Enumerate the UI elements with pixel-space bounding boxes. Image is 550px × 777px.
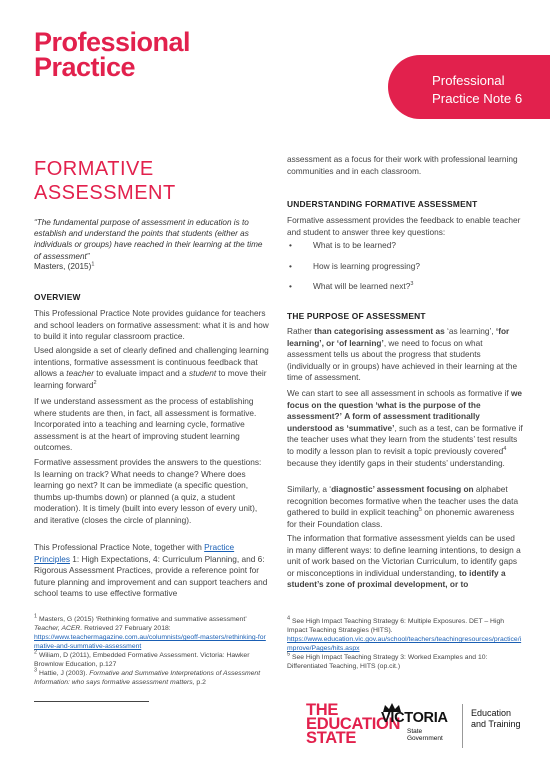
footnote-ref[interactable]: 2 bbox=[93, 380, 97, 387]
footnote-number: 1 bbox=[34, 613, 38, 620]
text-run: The information that formative assessment yields can be used in many different ways: to define learning intentions, to design a unit of work based on the Victorian Curriculum, to identify gaps or misconceptions in individual understanding, bbox=[287, 533, 521, 578]
footnote-number: 5 bbox=[287, 651, 291, 658]
text-run: 1: High Expectations, 4: Curriculum Planning, and 6: Rigorous Assessment Practices, provide a reference point for future planning and improvement and can support teachers and school teams to use effective formative bbox=[34, 553, 268, 599]
bold-text: A form of assessment traditionally understood as ‘summative’ bbox=[287, 411, 480, 433]
page-title bbox=[34, 157, 176, 205]
logo-text: and Training bbox=[471, 719, 521, 729]
footnote-ref[interactable]: 3 bbox=[410, 281, 414, 288]
footnote-divider bbox=[34, 701, 149, 702]
logo-text: STATE bbox=[306, 729, 357, 747]
purpose-paragraph-3 bbox=[287, 484, 523, 530]
overview-paragraph-4: Formative assessment provides the answers to the questions: Is learning on track? What needs to change? Where does learning go next? It can be immediate (a specific question, thumbs up-thumbs down) or planned (a quiz, a student moderation). It is timely (built into every lesson of every unit), and iterative (closes the circle of planning). bbox=[34, 457, 262, 525]
pull-quote: “The fundamental purpose of assessment in education is to establish and understand the points that students (either as individuals or groups) have reached in their learning at the time of assessment” bbox=[34, 218, 263, 261]
emphasis-text: teacher bbox=[66, 368, 94, 379]
logo-text: State bbox=[407, 728, 423, 735]
purpose-paragraph-1 bbox=[287, 326, 523, 384]
bold-text: we focus on the question ‘what is the purpose of the assessment?’ bbox=[287, 388, 523, 422]
footnote-4 bbox=[287, 617, 523, 653]
text-run: alphabet recognition becomes formative when the teacher uses the data gathered to build in explicit teaching bbox=[287, 484, 519, 518]
footnote-ref[interactable]: 4 bbox=[503, 446, 507, 453]
bold-text: diagnostic’ assessment focusing on bbox=[331, 484, 474, 494]
bold-text: ‘for learning’, or ‘of learning’ bbox=[287, 326, 510, 348]
footnote-ref[interactable]: 5 bbox=[418, 507, 422, 514]
professional-practice-logo bbox=[34, 27, 191, 82]
understanding-intro: Formative assessment provides the feedback to enable teacher and student to answer three key questions: bbox=[287, 215, 521, 237]
understanding-heading: UNDERSTANDING FORMATIVE ASSESSMENT bbox=[287, 199, 478, 209]
list-item bbox=[287, 281, 523, 293]
footnote-3 bbox=[34, 669, 270, 687]
logo-text: EDUCATION bbox=[306, 715, 401, 733]
overview-heading: OVERVIEW bbox=[34, 292, 81, 302]
bold-text: than categorising assessment as bbox=[314, 326, 445, 336]
title-line-2: ASSESSMENT bbox=[34, 182, 176, 204]
key-questions-list bbox=[287, 240, 523, 302]
footnote-text: See High Impact Teaching Strategy 3: Worked Examples and 10: Differentiated Teaching, HITS (op.cit.) bbox=[287, 654, 488, 670]
logo-text: Government bbox=[407, 735, 443, 742]
list-item: • How is learning progressing? bbox=[287, 261, 523, 273]
citation-footnote-ref[interactable]: 1 bbox=[91, 261, 95, 268]
banner-line-1: Professional bbox=[432, 73, 505, 88]
footnote-link[interactable]: https://www.teachermagazine.com.au/columnists/geoff-masters/rethinking-formative-and-summative-assessment bbox=[34, 634, 266, 650]
logo-text: THE bbox=[306, 701, 339, 719]
footnote-text: p.2 bbox=[194, 679, 206, 686]
education-and-training-text bbox=[471, 708, 521, 730]
footnote-text: Masters, G (2015) ‘Rethinking formative and summative assessment’ bbox=[38, 616, 247, 623]
quote-citation bbox=[34, 262, 94, 271]
overview-paragraph-3: If we understand assessment as the process of establishing where students are then, in fact, all assessment is formative. Incorporated into a teaching and learning cycle, formative assessment is at the heart of improving student learning outcomes. bbox=[34, 396, 257, 453]
citation-text: Masters, (2015) bbox=[34, 262, 92, 271]
footnote-text: Wiliam, D (2011), Embedded Formative Assessment. Victoria: Hawker Brownlow Education, p.127 bbox=[34, 652, 250, 668]
footnote-number: 3 bbox=[34, 667, 38, 674]
banner-line-2: Practice Note 6 bbox=[432, 91, 523, 106]
text-run: ‘as learning’, bbox=[444, 326, 496, 336]
logo-divider bbox=[462, 704, 463, 748]
text-run: to move their learning forward bbox=[34, 368, 267, 390]
footnote-number: 2 bbox=[34, 649, 38, 656]
text-run: on phonemic awareness for their Foundation class. bbox=[287, 507, 515, 529]
footnote-number: 4 bbox=[287, 615, 291, 622]
text-run: , we need to focus on what assessment tells us about the progress that students (individually or in groups) have achieved in their learning at the time of assessment. bbox=[287, 337, 518, 383]
purpose-heading: THE PURPOSE OF ASSESSMENT bbox=[287, 311, 426, 321]
text-run: to evaluate impact and a bbox=[93, 368, 189, 379]
footnote-2 bbox=[34, 651, 270, 669]
footnote-emphasis: Teacher, ACER. bbox=[34, 625, 83, 632]
bold-text: to identify a student’s zone of proximal development, or to bbox=[287, 567, 506, 590]
practice-principles-link[interactable]: Practice Principles bbox=[34, 542, 235, 564]
text-run: Used alongside a set of clearly defined and challenging learning intentions, formative assessment is continuous feedback that allows a bbox=[34, 345, 269, 379]
footnote-text: Retrieved 27 February 2018: bbox=[82, 625, 171, 632]
question-text: What will be learned next? bbox=[313, 281, 411, 292]
text-run: We can start to see all assessment in schools as formative if bbox=[287, 388, 511, 398]
text-run: Rather bbox=[287, 326, 315, 336]
banner-text bbox=[432, 72, 522, 108]
text-run: , such as a test, can be formative if the teacher uses what they learn from the students’ test results to modify a lesson plan to revisit a topic previously covered bbox=[287, 422, 523, 456]
overview-paragraph-2 bbox=[34, 345, 270, 391]
footnote-1 bbox=[34, 615, 270, 651]
emphasis-text: student bbox=[188, 368, 217, 379]
state-government-text bbox=[407, 728, 443, 742]
purpose-paragraph-2 bbox=[287, 388, 523, 469]
footnote-5 bbox=[287, 653, 523, 671]
footnotes-right bbox=[287, 617, 523, 671]
overview-paragraph-5 bbox=[34, 542, 270, 600]
text-run: because they identify gaps in their students’ understanding. bbox=[287, 457, 505, 468]
text-run: Similarly, a ‘ bbox=[287, 484, 332, 494]
text-run: This Professional Practice Note, together with bbox=[34, 542, 205, 552]
list-item: • What is to be learned? bbox=[287, 240, 523, 252]
victoria-wordmark: VICTORIA bbox=[381, 710, 448, 726]
title-line-1: FORMATIVE bbox=[34, 158, 154, 180]
right-column-continuation: assessment as a focus for their work with professional learning communities and in each classroom. bbox=[287, 154, 518, 176]
footnote-emphasis: Formative and Summative Interpretations of Assessment Information: who says formative assessment matters, bbox=[34, 670, 261, 686]
footnote-text: See High Impact Teaching Strategy 6: Multiple Exposures. DET – High Impact Teaching Strategies (HITS). bbox=[287, 618, 505, 634]
logo-line-1: Professional bbox=[34, 27, 191, 57]
overview-paragraph-1: This Professional Practice Note provides guidance for teachers and school leaders on formative assessment: what it is and how to build it into regular classroom practice. bbox=[34, 308, 269, 342]
logo-line-2: Practice bbox=[34, 52, 136, 82]
footnote-text: Hattie, J (2003). bbox=[38, 670, 90, 677]
logo-text: Education bbox=[471, 708, 512, 718]
footnote-link[interactable]: https://www.education.vic.gov.au/school/teachers/teachingresources/practice/improve/Pages/hits.aspx bbox=[287, 636, 522, 652]
purpose-paragraph-4 bbox=[287, 533, 523, 591]
footnotes-left bbox=[34, 615, 270, 687]
